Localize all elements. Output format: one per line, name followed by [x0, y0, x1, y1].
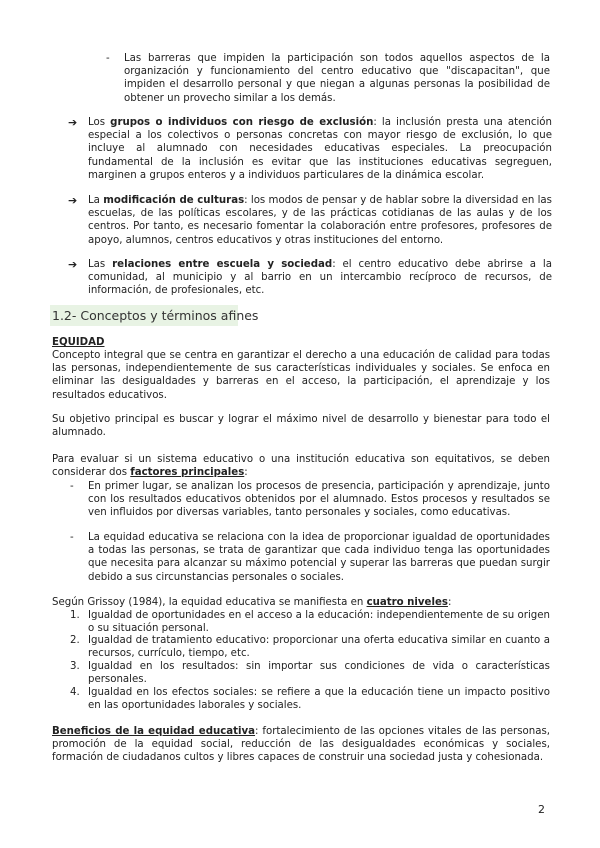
grissoy-intro: Según Grissoy (1984), la equidad educativa se manifiesta en cuatro niveles: [52, 597, 452, 608]
level-number: 2. [70, 635, 80, 646]
arrow-item-school-society: ➔ Las relaciones entre escuela y sociedad: el centro educativo debe abrirse a la comunidad, al municipio y al barrio en un intercambio recíproco de recursos, de información, de profesionales, etc. [68, 258, 552, 297]
level-item-3: 3. Igualdad en los resultados: sin importar sus condiciones de vida o características personales. [70, 661, 550, 686]
arrow-bullet-icon: ➔ [68, 194, 78, 207]
level-number: 1. [70, 610, 80, 621]
equidad-paragraph-1: Concepto integral que se centra en garantizar el derecho a una educación de calidad para todas las personas, independientemente de sus características individuales y sociales. Se enfoca en eliminar las desigualdades y barreras en el acceso, la participación, el aprendizaje y los resultados educativos. [52, 350, 550, 401]
level-number: 3. [70, 661, 80, 672]
factor-item-2: - La equidad educativa se relaciona con la idea de proporcionar igualdad de oportunidades a todas las personas, se trata de garantizar que cada individuo tenga las oportunidades que necesita para alcanzar su máximo potencial y superar las barreras que puedan surgir debido a sus circunstancias personales o sociales. [70, 532, 550, 583]
dash-marker: - [70, 481, 74, 492]
underlined-term: cuatro niveles [366, 597, 448, 608]
arrow-item-groups: ➔ Los grupos o individuos con riesgo de exclusión: la inclusión presta una atención especial a los colectivos o personas concretas con mayor riesgo de exclusión, lo que incluye al alumnado con necesidades educativas especiales. La preocupación fundamental de la inclusión es evitar que las instituciones educativas segreguen, marginen a grupos enteros y a individuos particulares de la dinámica escolar. [68, 116, 552, 181]
equidad-title: EQUIDAD [52, 337, 105, 348]
dash-marker: - [106, 53, 110, 64]
underlined-term: factores principales [130, 467, 245, 479]
barriers-bullet [106, 52, 550, 105]
section-heading: 1.2- Conceptos y términos afines [52, 308, 259, 323]
bold-term: grupos o individuos con riesgo de exclusión [110, 117, 374, 128]
level-number: 4. [70, 687, 80, 698]
level-item-2: 2. Igualdad de tratamiento educativo: proporcionar una oferta educativa similar en cuanto a recursos, currículo, tiempo, etc. [70, 635, 550, 660]
bold-term: modificación de culturas [103, 195, 245, 206]
dash-marker: - [70, 532, 74, 543]
equidad-paragraph-3: Para evaluar si un sistema educativo o una institución educativa son equitativos, se deben considerar dos factores principales: [52, 454, 550, 479]
arrow-item-cultures: ➔ La modificación de culturas: los modos de pensar y de hablar sobre la diversidad en las escuelas, de las políticas escolares, y de las prácticas cotidianas de las aulas y de los centros. Por tanto, es necesario fomentar la colaboración entre profesores, profesores de apoyo, alumnos, centros educativos y otras instituciones del entorno. [68, 194, 552, 246]
equidad-paragraph-2: Su objetivo principal es buscar y lograr el máximo nivel de desarrollo y bienestar para todo el alumnado. [52, 414, 550, 439]
level-item-1: 1. Igualdad de oportunidades en el acceso a la educación: independientemente de su origen o su situación personal. [70, 610, 550, 635]
benefits-paragraph: Beneficios de la equidad educativa: fortalecimiento de las opciones vitales de las personas, promoción de la equidad social, reducción de las desigualdades económicas y sociales, formación de ciudadanos cultos y libres capaces de construir una sociedad justa y cohesionada. [52, 726, 550, 764]
page-number: 2 [538, 803, 545, 816]
arrow-bullet-icon: ➔ [68, 116, 78, 129]
underlined-term: Beneficios de la equidad educativa [52, 726, 256, 737]
bold-term: relaciones entre escuela y sociedad [112, 259, 333, 270]
level-item-4: 4. Igualdad en los efectos sociales: se refiere a que la educación tiene un impacto positivo en las oportunidades laborales y sociales. [70, 687, 550, 712]
barriers-text: Las barreras que impiden la participación son todos aquellos aspectos de la organización y funcionamiento del centro educativo que "discapacitan", que impiden el desarrollo personal y que niegan a algunas personas la posibilidad de obtener un provecho similar a los demás. [124, 53, 550, 104]
factor-item-1: - En primer lugar, se analizan los procesos de presencia, participación y aprendizaje, junto con los resultados educativos obtenidos por el alumnado. Estos procesos y resultados se ven influidos por diversas variables, tanto personales y sociales, como educativas. [70, 481, 550, 519]
arrow-bullet-icon: ➔ [68, 258, 78, 271]
